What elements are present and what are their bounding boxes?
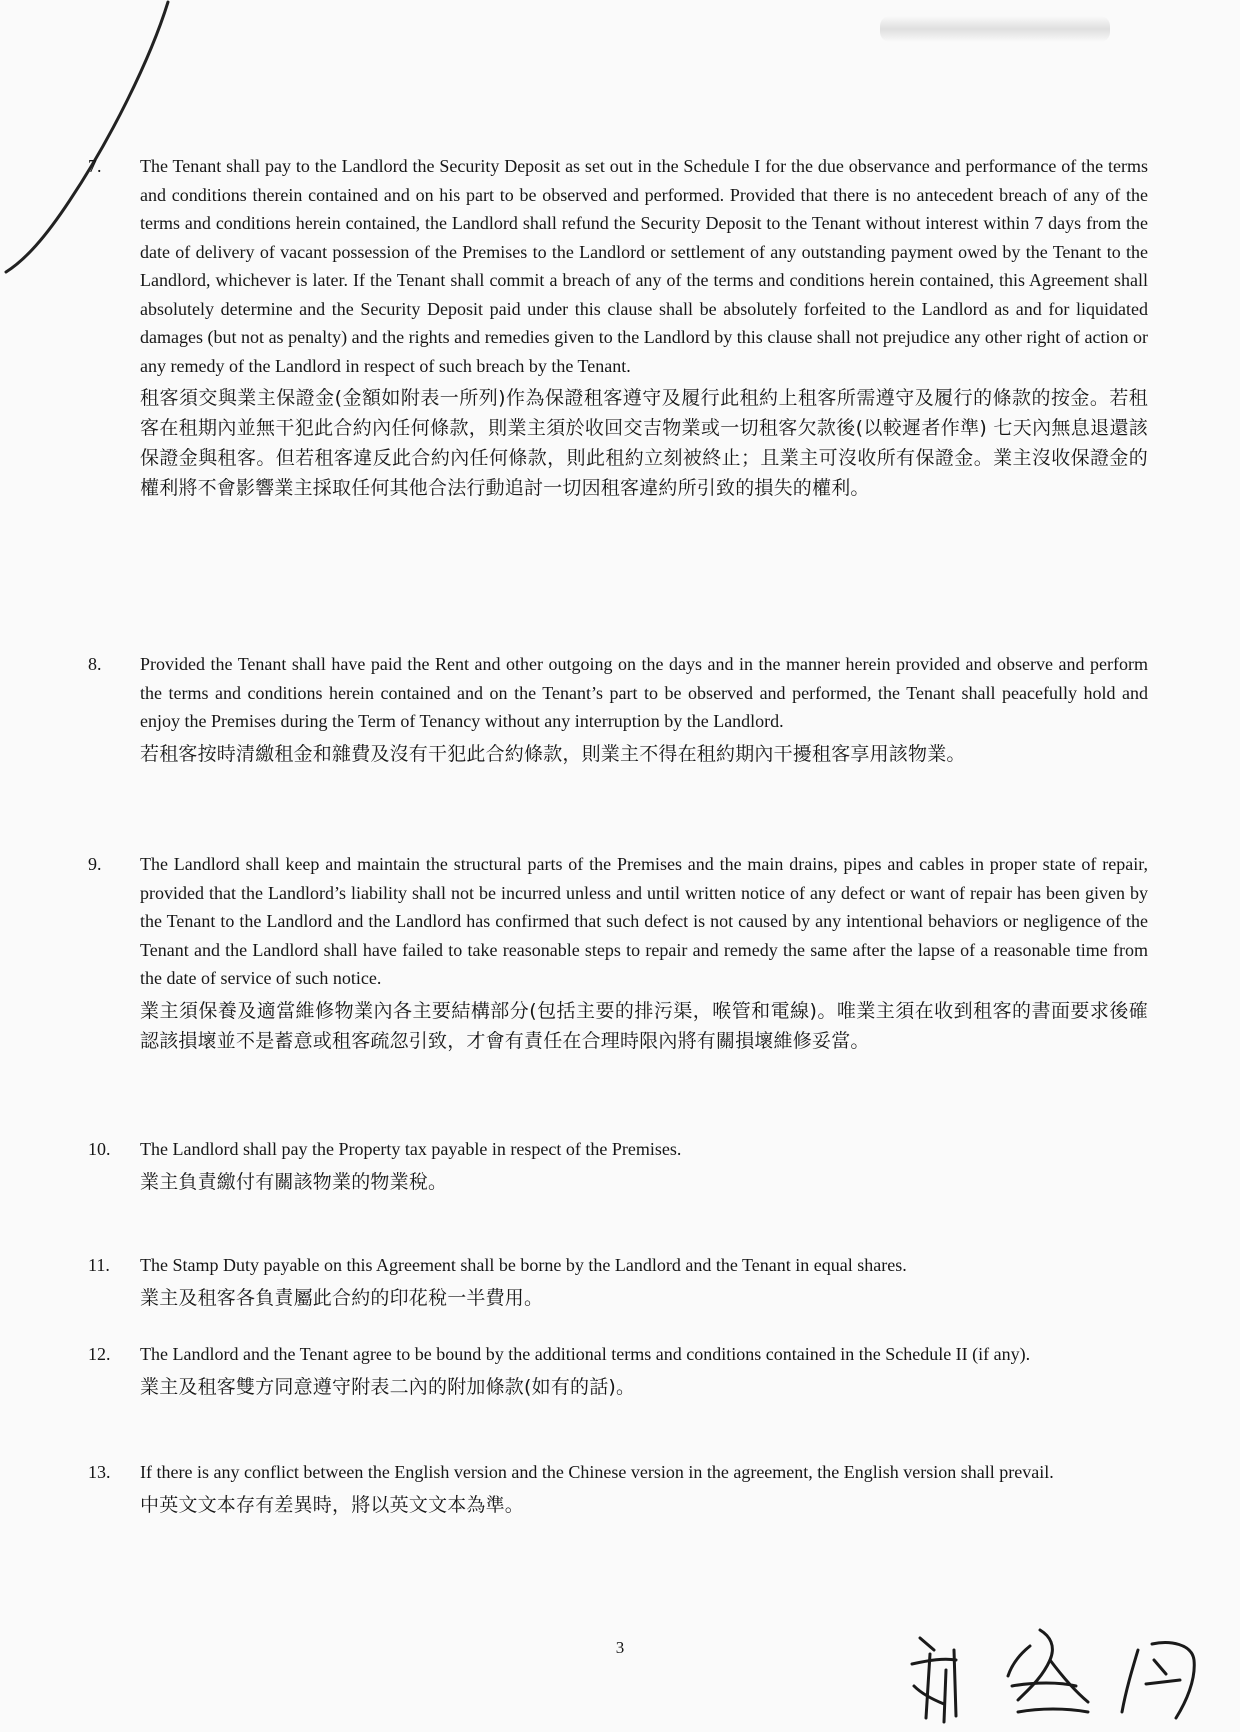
clause-text-english: The Landlord shall keep and maintain the structural parts of the Premises and the main drains, pipes and cables in proper state of repair, provided that the Landlord’s liability shall not be incurred unless and until written notice of any defect or want of repair has been given by the Tenant to the Landlord and the Landlord has confirmed that such defect is not caused by any intentional behaviors or negligence of the Tenant and the Landlord shall have failed to take reasonable steps to repair and remedy the same after the lapse of a reasonable time from the date of service of such notice. xyxy=(140,854,1148,988)
clause-text-chinese: 若租客按時清繳租金和雜費及沒有干犯此合約條款，則業主不得在租約期內干擾租客享用該物業。 xyxy=(140,742,966,765)
clause-number: 12. xyxy=(88,1344,111,1364)
clause-text-english: The Landlord and the Tenant agree to be bound by the additional terms and conditions contained in the Schedule II (if any). xyxy=(140,1344,1031,1364)
clause-8 xyxy=(88,650,1148,769)
clause-text-english: The Landlord shall pay the Property tax payable in respect of the Premises. xyxy=(140,1139,682,1159)
clause-number: 8. xyxy=(88,654,102,674)
handwritten-signature xyxy=(900,1620,1230,1730)
clause-text-chinese: 中英文文本存有差異時，將以英文文本為準。 xyxy=(140,1493,525,1516)
clause-number: 11. xyxy=(88,1255,110,1275)
clause-text-chinese: 業主須保養及適當維修物業內各主要結構部分(包括主要的排污渠，喉管和電線)。唯業主須在收到租客的書面要求後確認該損壞並不是蓄意或租客疏忽引致，才會有責任在合理時限內將有關損壞維修妥當。 xyxy=(140,999,1148,1052)
clause-13 xyxy=(88,1458,1148,1520)
clause-text-english: The Stamp Duty payable on this Agreement shall be borne by the Landlord and the Tenant in equal shares. xyxy=(140,1255,907,1275)
clause-number: 9. xyxy=(88,854,102,874)
clause-number: 7. xyxy=(88,156,102,176)
clause-number: 13. xyxy=(88,1462,111,1482)
clause-text-english: Provided the Tenant shall have paid the Rent and other outgoing on the days and in the manner herein provided and observe and perform the terms and conditions herein contained and on the Tenant’s part to be observed and performed, the Tenant shall peacefully hold and enjoy the Premises during the Term of Tenancy without any interruption by the Landlord. xyxy=(140,654,1148,731)
clause-text-chinese: 業主及租客各負責屬此合約的印花稅一半費用。 xyxy=(140,1286,544,1309)
page-number: 3 xyxy=(615,1638,625,1657)
clause-text-chinese: 業主及租客雙方同意遵守附表二內的附加條款(如有的話)。 xyxy=(140,1375,636,1398)
clause-text-english: The Tenant shall pay to the Landlord the Security Deposit as set out in the Schedule I for the due observance and performance of the terms and conditions therein contained and on his part to be observed and performed. Provided that there is no antecedent breach of any of the terms and conditions herein contained, the Landlord shall refund the Security Deposit to the Tenant without interest within 7 days from the date of delivery of vacant possession of the Premises to the Landlord or settlement of any outstanding payment owed by the Tenant to the Landlord, whichever is later. If the Tenant shall commit a breach of any of the terms and conditions herein contained, this Agreement shall absolutely determine and the Security Deposit paid under this clause shall be absolutely forfeited to the Landlord as and for liquidated damages (but not as penalty) and the rights and remedies given to the Landlord by this clause shall not prejudice any other right of action or any remedy of the Landlord in respect of such breach by the Tenant. xyxy=(140,156,1148,376)
clause-number: 10. xyxy=(88,1139,111,1159)
scan-smudge xyxy=(880,16,1110,42)
clause-12 xyxy=(88,1340,1148,1402)
clause-11 xyxy=(88,1251,1148,1313)
clause-9 xyxy=(88,850,1148,1056)
clause-text-chinese: 業主負責繳付有關該物業的物業稅。 xyxy=(140,1170,448,1193)
clause-10 xyxy=(88,1135,1148,1197)
clause-text-chinese: 租客須交與業主保證金(金額如附表一所列)作為保證租客遵守及履行此租約上租客所需遵守及履行的條款的按金。若租客在租期內並無干犯此合約內任何條款，則業主須於收回交吉物業或一切租客欠款後(以較遲者作準) 七天內無息退還該保證金與租客。但若租客違反此合約內任何條款，則此租約立刻被終止；且業主可沒收所有保證金。業主沒收保證金的權利將不會影響業主採取任何其他合法行動追討一切因租客違約所引致的損失的權利。 xyxy=(140,387,1148,499)
clause-7 xyxy=(88,152,1148,503)
clause-text-english: If there is any conflict between the English version and the Chinese version in the agreement, the English version shall prevail. xyxy=(140,1462,1054,1482)
